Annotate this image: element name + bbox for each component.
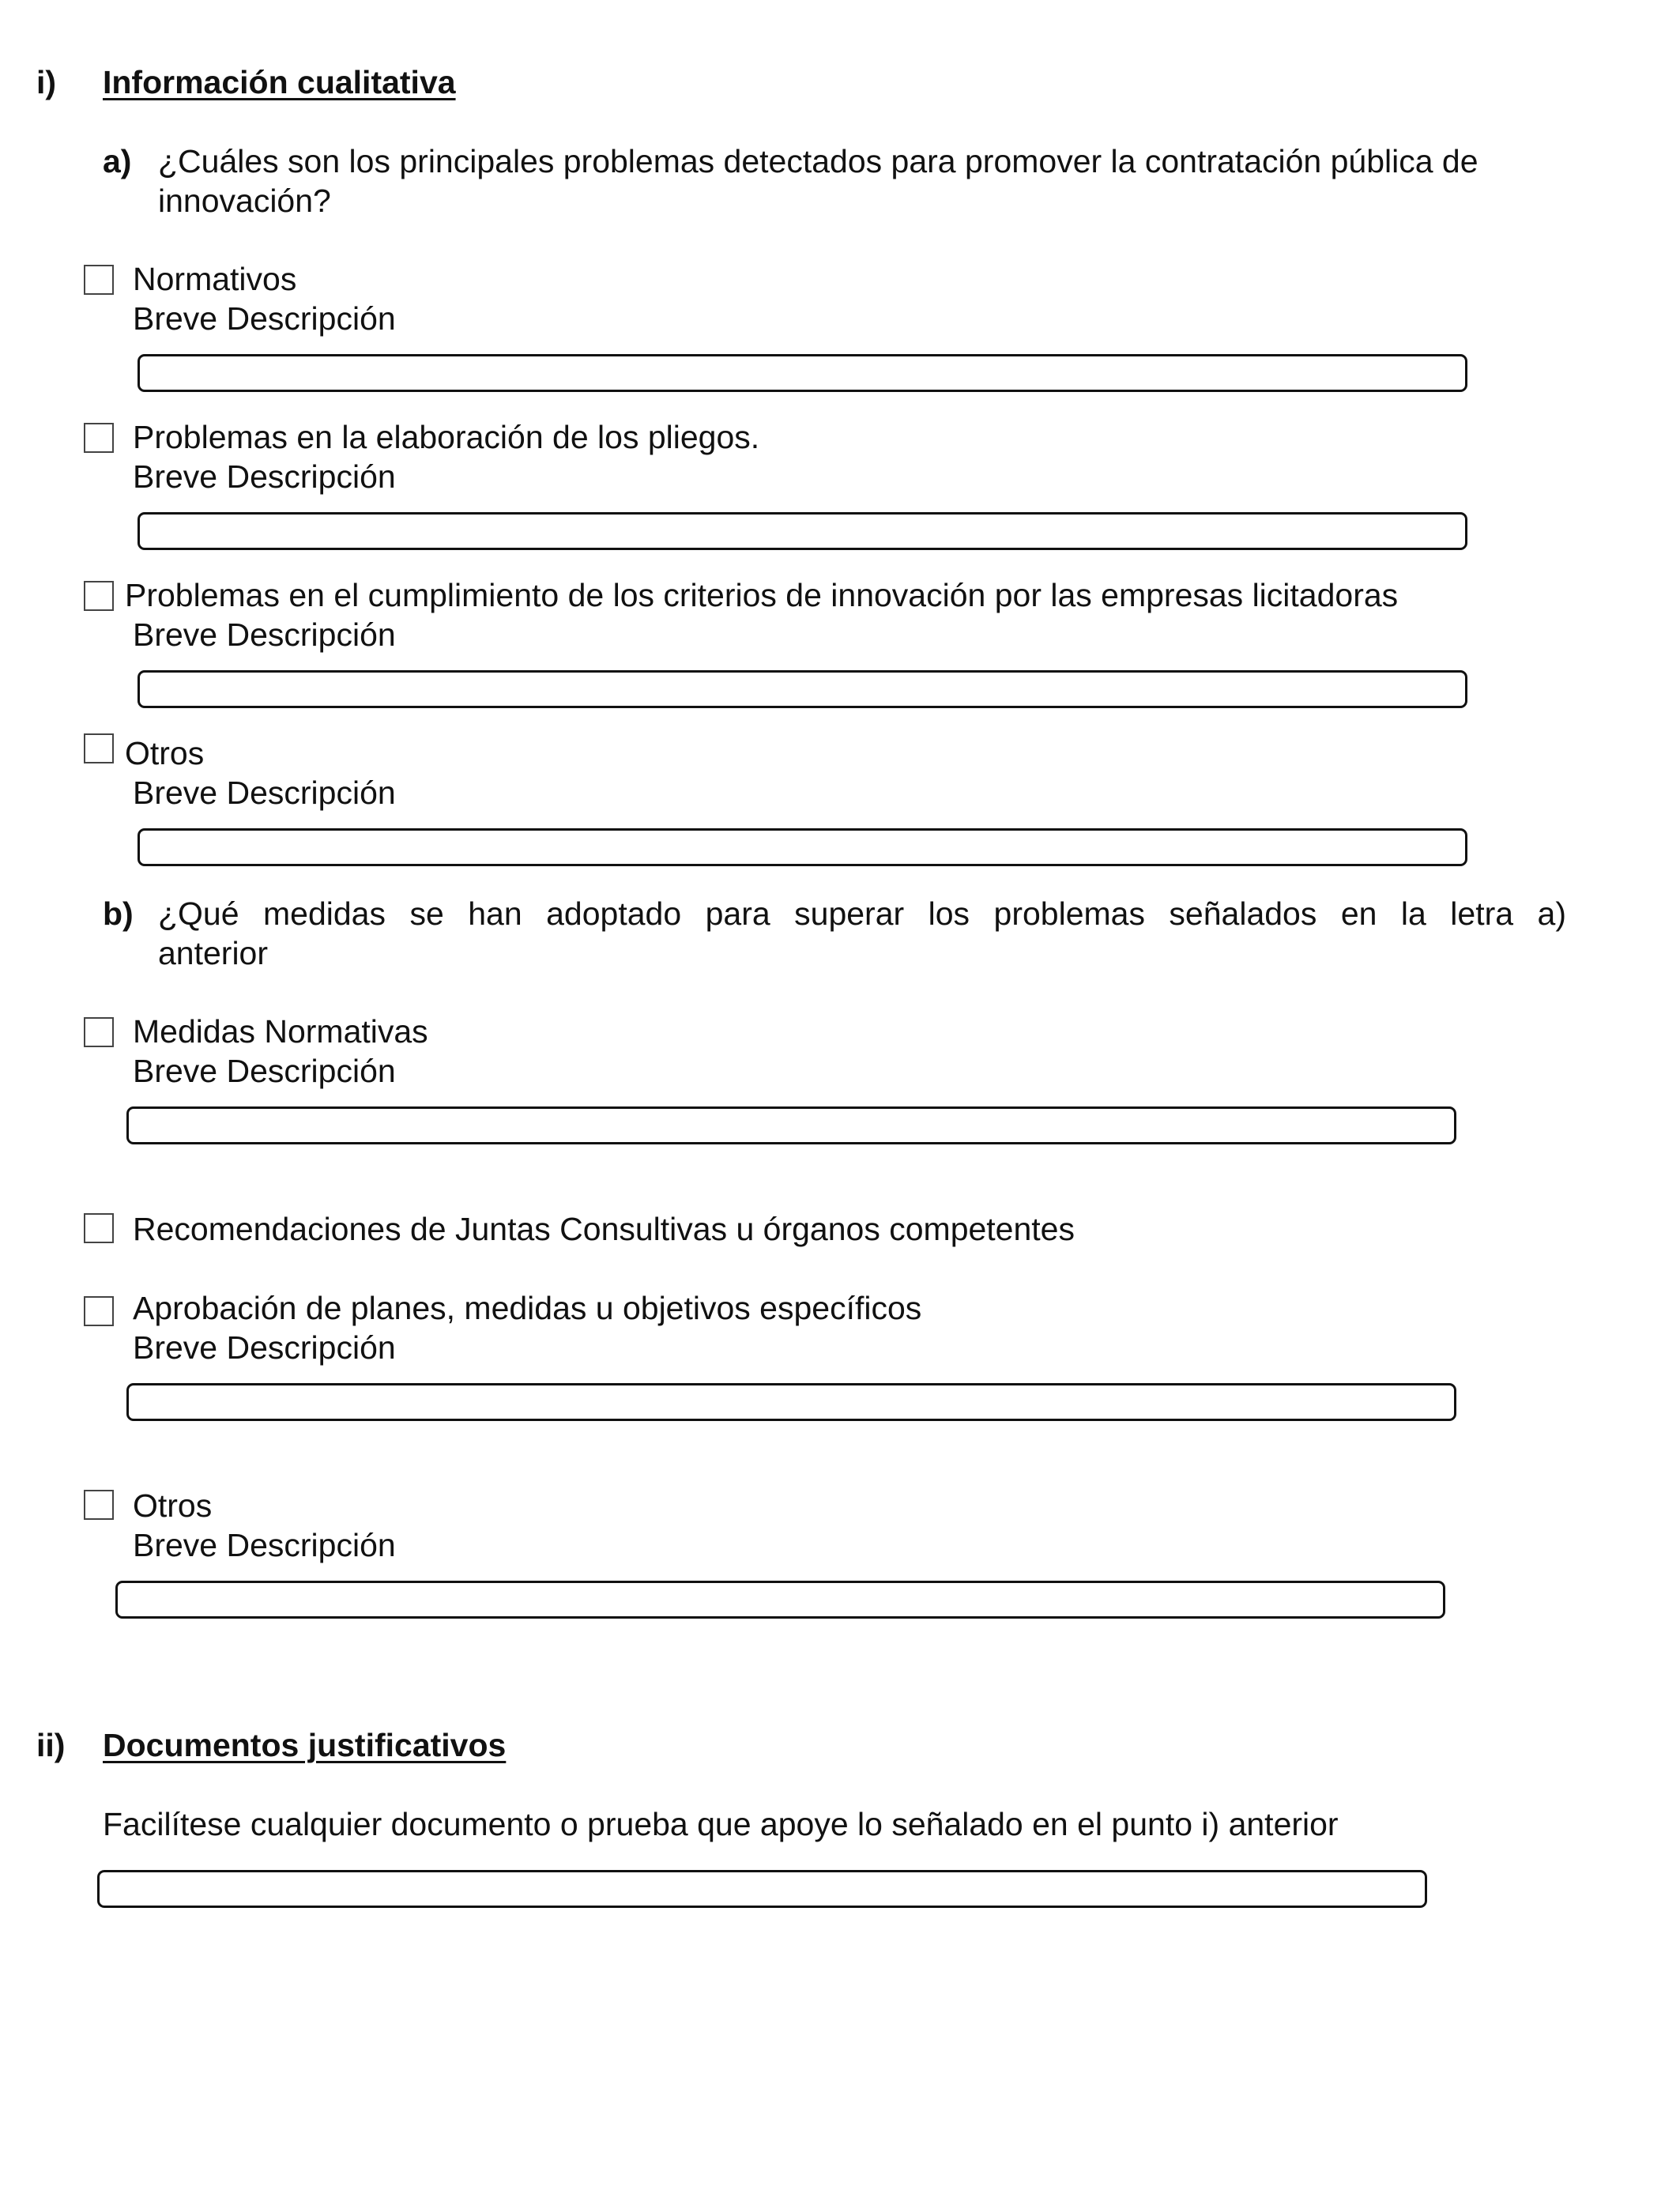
- description-label: Breve Descripción: [133, 616, 396, 653]
- checkbox-otros-a[interactable]: [84, 733, 114, 763]
- description-input-otros-a[interactable]: [137, 828, 1467, 866]
- description-label: Breve Descripción: [133, 1053, 396, 1089]
- option-label-pliegos: Problemas en la elaboración de los pliegos.: [133, 419, 760, 455]
- description-label: Breve Descripción: [133, 1329, 396, 1366]
- section-ii-instruction: Facilítese cualquier documento o prueba que apoye lo señalado en el punto i) anterior: [103, 1806, 1339, 1842]
- question-b-text: ¿Qué medidas se han adoptado para superar los problemas señalados en la letra a): [158, 895, 1566, 932]
- documents-input[interactable]: [97, 1870, 1427, 1908]
- description-input-aprobacion-planes[interactable]: [126, 1383, 1456, 1421]
- question-a-letter: a): [103, 143, 132, 179]
- checkbox-criterios-innovacion[interactable]: [84, 581, 114, 611]
- option-label-medidas-normativas: Medidas Normativas: [133, 1013, 428, 1050]
- question-b-text-cont: anterior: [158, 935, 269, 971]
- description-input-pliegos[interactable]: [137, 512, 1467, 550]
- description-label: Breve Descripción: [133, 300, 396, 337]
- description-input-normativos[interactable]: [137, 354, 1467, 392]
- section-ii-title: Documentos justificativos: [103, 1727, 507, 1763]
- description-label: Breve Descripción: [133, 458, 396, 495]
- checkbox-pliegos[interactable]: [84, 423, 114, 453]
- question-a-text: ¿Cuáles son los principales problemas detectados para promover la contratación pública de: [158, 143, 1478, 179]
- description-input-medidas-normativas[interactable]: [126, 1106, 1456, 1144]
- section-ii-number: ii): [36, 1727, 66, 1763]
- checkbox-otros-b[interactable]: [84, 1490, 114, 1520]
- option-label-criterios-innovacion: Problemas en el cumplimiento de los criterios de innovación por las empresas licitadoras: [125, 577, 1399, 613]
- description-input-criterios-innovacion[interactable]: [137, 670, 1467, 708]
- checkbox-aprobacion-planes[interactable]: [84, 1296, 114, 1326]
- description-label: Breve Descripción: [133, 1527, 396, 1563]
- question-a-text-cont: innovación?: [158, 183, 331, 219]
- checkbox-recomendaciones[interactable]: [84, 1213, 114, 1243]
- checkbox-medidas-normativas[interactable]: [84, 1017, 114, 1047]
- description-input-otros-b[interactable]: [115, 1581, 1445, 1619]
- option-label-otros-b: Otros: [133, 1487, 213, 1524]
- section-i-number: i): [36, 64, 57, 100]
- option-label-aprobacion-planes: Aprobación de planes, medidas u objetivos específicos: [133, 1290, 922, 1326]
- option-label-otros-a: Otros: [125, 735, 205, 771]
- option-label-recomendaciones: Recomendaciones de Juntas Consultivas u órganos competentes: [133, 1211, 1075, 1247]
- checkbox-normativos[interactable]: [84, 265, 114, 295]
- question-b-letter: b): [103, 895, 134, 932]
- section-i-title: Información cualitativa: [103, 64, 456, 100]
- description-label: Breve Descripción: [133, 775, 396, 811]
- option-label-normativos: Normativos: [133, 261, 297, 297]
